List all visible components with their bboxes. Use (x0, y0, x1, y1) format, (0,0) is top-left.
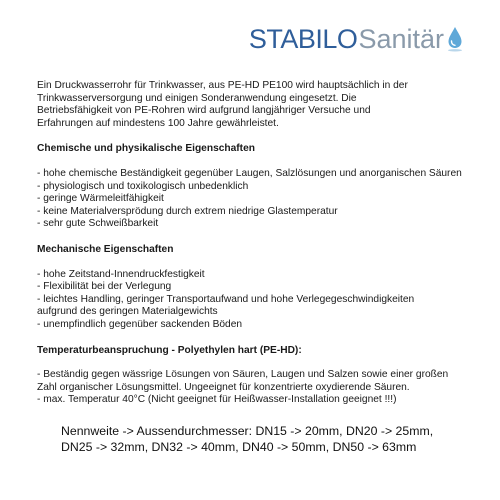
list-item: - hohe Zeitstand-Innendruckfestigkeit (37, 268, 205, 280)
list-item: - keine Materialversprödung durch extrem niedrige Glastemperatur (37, 205, 338, 217)
dimensions-line: Nennweite -> Aussendurchmesser: DN15 -> 20mm, DN20 -> 25mm, (61, 424, 434, 438)
temperature-list (37, 369, 477, 407)
mechanical-properties-heading: Mechanische Eigenschaften (37, 243, 174, 255)
list-item: Zahl organischer Lösungsmittel. Ungeeignet für konzentrierte oxydierende Säuren. (37, 381, 410, 393)
dimensions-block (61, 423, 481, 455)
chemical-properties-heading: Chemische und physikalische Eigenschaften (37, 143, 255, 155)
temperature-heading: Temperaturbeanspruchung - Polyethylen hart (PE-HD): (37, 344, 302, 356)
stabilo-sanitaer-logo (249, 26, 464, 53)
chemical-properties-list (37, 168, 477, 231)
intro-line: Ein Druckwasserrohr für Trinkwasser, aus PE-HD PE100 wird hauptsächlich in der (37, 80, 408, 91)
list-item: - hohe chemische Beständigkeit gegenüber Laugen, Salzlösungen und anorganischen Säuren (37, 167, 462, 179)
dimensions-line: DN25 -> 32mm, DN32 -> 40mm, DN40 -> 50mm, DN50 -> 63mm (61, 440, 417, 454)
list-item: - geringe Wärmeleitfähigkeit (37, 193, 164, 205)
logo-brand-text: STABILO (248, 24, 358, 54)
intro-line: Erfahrungen auf mindestens 100 Jahre gewährleistet. (37, 117, 279, 129)
list-item: - physiologisch und toxikologisch unbedenklich (37, 180, 249, 192)
logo-suffix-text: Sanitär (358, 24, 444, 54)
list-item: - Beständig gegen wässrige Lösungen von Säuren, Laugen und Salzen sowie einer großen (37, 369, 449, 381)
water-drop-icon (446, 26, 464, 52)
list-item: aufgrund des geringen Materialgewichts (37, 306, 218, 318)
mechanical-properties-list (37, 269, 477, 332)
list-item: - max. Temperatur 40°C (Nicht geeignet für Heißwasser-Installation geeignet !!!) (37, 394, 397, 406)
list-item: - Flexibilität bei der Verlegung (37, 281, 172, 293)
intro-paragraph (37, 80, 477, 130)
list-item: - unempfindlich gegenüber sackenden Böden (37, 318, 243, 330)
intro-line: Betriebsfähigkeit von PE-Rohren wird aufgrund langjähriger Versuche und (37, 105, 371, 117)
intro-line: Trinkwasserversorgung und einigen Sonderanwendung eingesetzt. Die (37, 92, 357, 104)
description-text (37, 80, 477, 407)
list-item: - leichtes Handling, geringer Transportaufwand und hohe Verlegegeschwindigkeiten (37, 293, 415, 305)
list-item: - sehr gute Schweißbarkeit (37, 218, 159, 230)
